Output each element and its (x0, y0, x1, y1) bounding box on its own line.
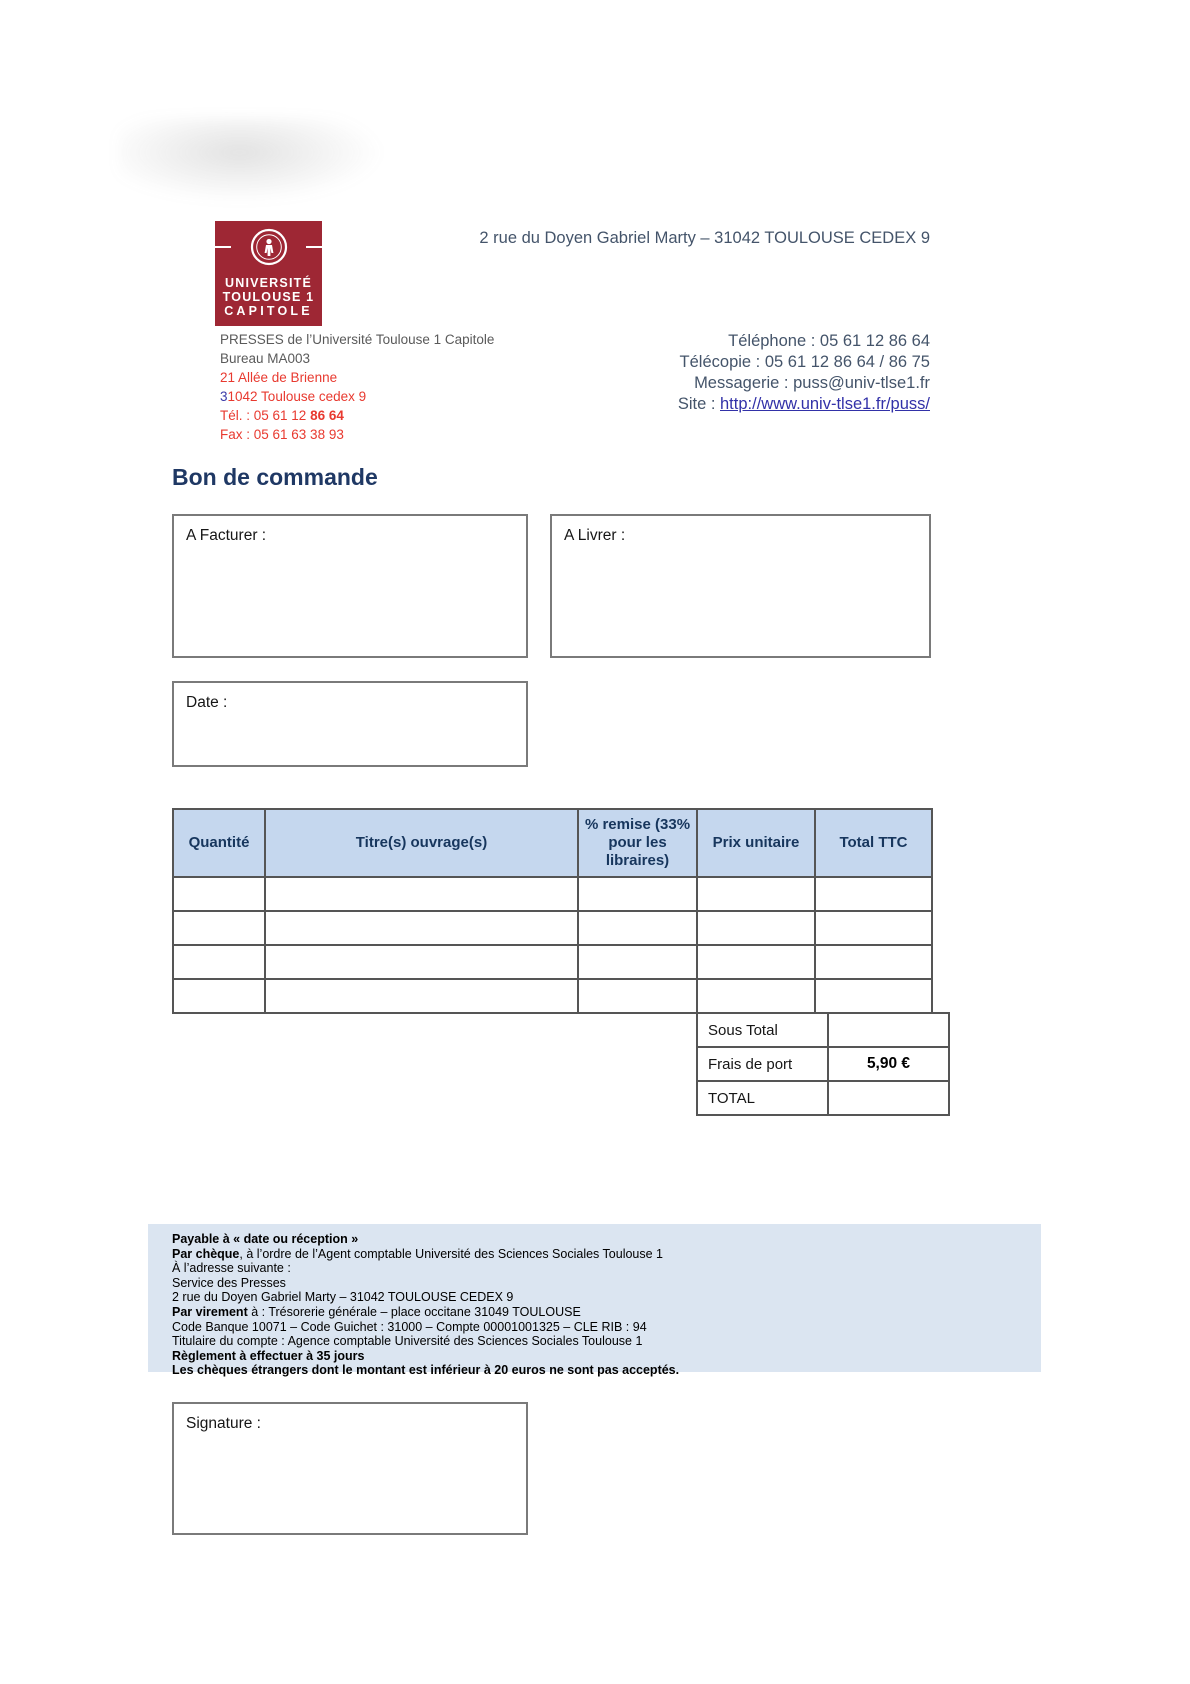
payment-line: Service des Presses (172, 1275, 286, 1290)
order-row-empty (173, 877, 932, 911)
total-value (828, 1081, 949, 1115)
contact-fax: Télécopie : 05 61 12 86 64 / 86 75 (679, 353, 930, 371)
sender-address-line2: 31042 Toulouse cedex 9 (220, 389, 367, 404)
logo-text-capitole: CAPITOLE (224, 304, 313, 318)
contact-email: Messagerie : puss@univ-tlse1.fr (694, 374, 930, 392)
sender-block (220, 330, 494, 444)
website-link[interactable]: http://www.univ-tlse1.fr/puss/ (720, 395, 930, 413)
sender-name: PRESSES de l’Université Toulouse 1 Capitole (220, 332, 495, 347)
payment-line: 2 rue du Doyen Gabriel Marty – 31042 TOULOUSE CEDEX 9 (172, 1290, 514, 1305)
totals-table (696, 1012, 950, 1116)
logo-line-left (215, 246, 231, 248)
date-box (172, 681, 528, 767)
contact-site-line: Site : http://www.univ-tlse1.fr/puss/ (677, 395, 930, 413)
order-row-empty (173, 979, 932, 1013)
shipping-label: Frais de port (697, 1047, 828, 1081)
logo-text-universite: UNIVERSITÉ (224, 276, 312, 290)
signature-label: Signature : (186, 1415, 261, 1432)
payment-line: À l’adresse suivante : (172, 1261, 291, 1276)
payment-line: Par chèque, à l’ordre de l’Agent comptable Université des Sciences Sociales Toulouse 1 (172, 1246, 664, 1261)
payment-terms-block (148, 1224, 1041, 1378)
subtotal-row (697, 1013, 949, 1047)
ship-to-box (550, 514, 931, 658)
page-title: Bon de commande (172, 464, 378, 490)
sender-office: Bureau MA003 (220, 351, 311, 366)
shipping-row (697, 1047, 949, 1081)
payment-line: Code Banque 10071 – Code Guichet : 31000 – Compte 00001001325 – CLE RIB : 94 (172, 1319, 647, 1334)
university-logo (215, 221, 322, 326)
col-header-quantity: Quantité (173, 809, 265, 877)
shipping-value: 5,90 € (828, 1047, 949, 1081)
contact-phone: Téléphone : 05 61 12 86 64 (728, 332, 930, 350)
university-seal-icon (250, 228, 288, 271)
order-table (172, 808, 933, 1014)
order-table-header-row (173, 809, 932, 877)
sender-fax: Fax : 05 61 63 38 93 (220, 427, 344, 442)
payment-line: Titulaire du compte : Agence comptable Université des Sciences Sociales Toulouse 1 (172, 1334, 643, 1349)
logo-text-toulouse: TOULOUSE 1 (222, 290, 315, 304)
col-header-total: Total TTC (815, 809, 932, 877)
total-label: TOTAL (697, 1081, 828, 1115)
payment-line: Payable à « date ou réception » (172, 1232, 359, 1246)
payment-line: Par virement à : Trésorerie générale – place occitane 31049 TOULOUSE (172, 1304, 581, 1319)
bill-to-box (172, 514, 528, 658)
sender-phone: Tél. : 05 61 12 86 64 (220, 408, 344, 423)
sender-address-line1: 21 Allée de Brienne (220, 370, 338, 385)
col-header-discount: % remise (33% pour les libraires) (578, 809, 697, 877)
payment-line: Les chèques étrangers dont le montant est inférieur à 20 euros ne sont pas acceptés. (172, 1363, 680, 1378)
col-header-title: Titre(s) ouvrage(s) (265, 809, 578, 877)
contact-block (678, 331, 930, 415)
total-row (697, 1081, 949, 1115)
bill-to-label: A Facturer : (186, 527, 267, 544)
signature-box (172, 1402, 528, 1535)
col-header-unit-price: Prix unitaire (697, 809, 815, 877)
order-row-empty (173, 945, 932, 979)
postal-code-digit: 3 (220, 389, 228, 404)
subtotal-value (828, 1013, 949, 1047)
header-street-address: 2 rue du Doyen Gabriel Marty – 31042 TOULOUSE CEDEX 9 (479, 229, 930, 247)
date-label: Date : (186, 694, 228, 711)
scan-shadow-artifact (118, 118, 388, 204)
logo-line-right (306, 246, 322, 248)
ship-to-label: A Livrer : (564, 527, 626, 544)
payment-line: Règlement à effectuer à 35 jours (172, 1348, 365, 1363)
order-table-area (172, 808, 950, 1116)
order-row-empty (173, 911, 932, 945)
subtotal-label: Sous Total (697, 1013, 828, 1047)
